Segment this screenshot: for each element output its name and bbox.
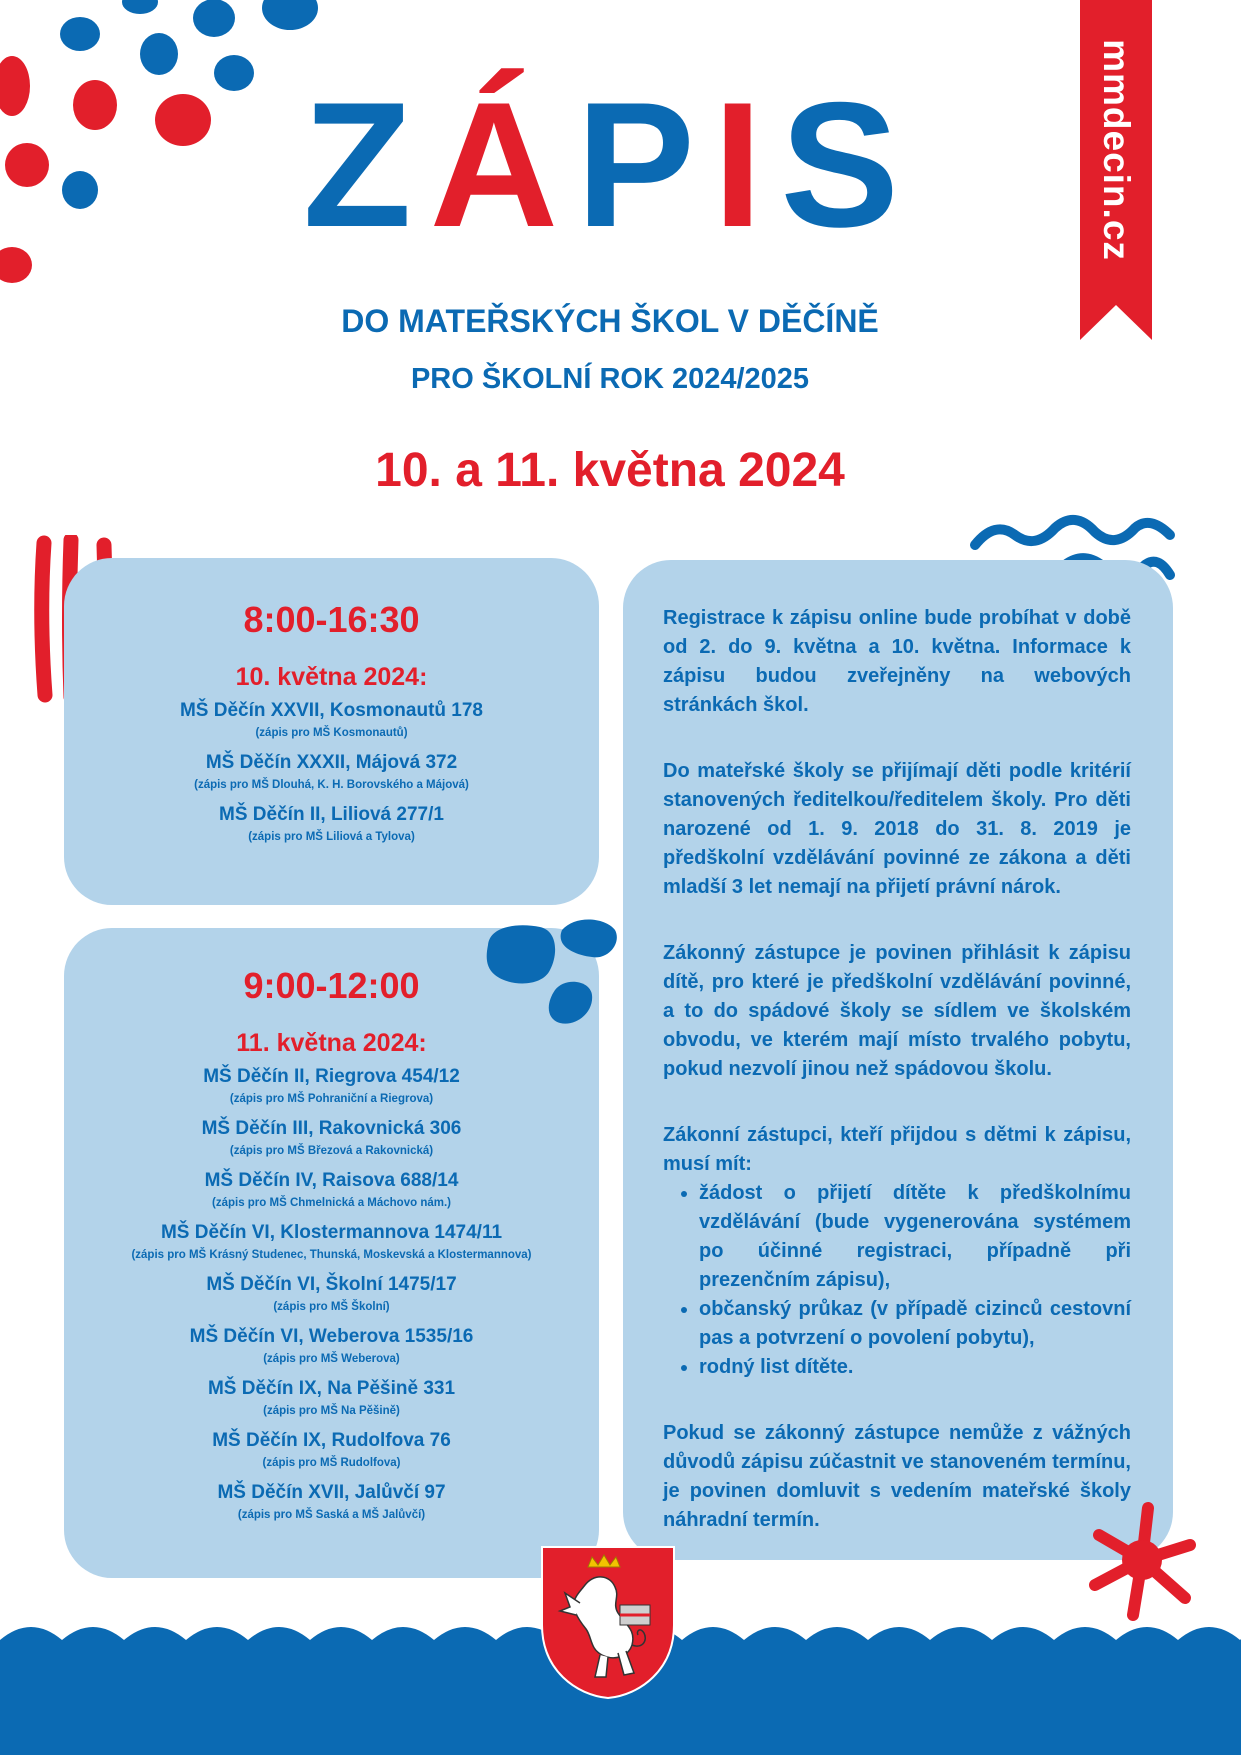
decorative-blobs: [480, 915, 620, 1035]
schedule-box-may-10: [64, 558, 599, 905]
school-name: MŠ Děčín VI, Weberova 1535/16: [189, 1326, 474, 1347]
day-label: 10. května 2024:: [235, 663, 428, 691]
info-text: [663, 604, 1131, 1572]
subtitle-school-year: PRO ŠKOLNÍ ROK 2024/2025: [410, 363, 810, 395]
school-name: MŠ Děčín IX, Rudolfova 76: [212, 1430, 451, 1451]
info-requirements-intro: Zákonní zástupci, kteří přijdou s dětmi k zápisu, musí mít:: [663, 1124, 1131, 1175]
title-letter: S: [780, 65, 918, 264]
info-registration: Registrace k zápisu online bude probíhat v době od 2. do 9. května a 10. května. Informace k zápisu budou zveřejněny na webových stránkách škol.: [663, 607, 1131, 716]
school-note: (zápis pro MŠ Weberova): [263, 1353, 400, 1365]
requirement-item: • občanský průkaz (v případě cizinců cestovní pas a potvrzení o povolení pobytu),: [699, 1295, 1131, 1353]
school-note: (zápis pro MŠ Březová a Rakovnická): [229, 1145, 434, 1157]
school-note: (zápis pro MŠ Dlouhá, K. H. Borovského a Májová): [194, 779, 469, 791]
decorative-star: [1085, 1500, 1200, 1625]
time-range: 8:00-16:30: [243, 599, 420, 640]
title-letter: I: [712, 65, 781, 264]
title-letter: Z: [302, 65, 430, 264]
info-alternate-date: Pokud se zákonný zástupce nemůže z vážných důvodů zápisu zúčastnit ve stanoveném termínu, je povinen domluvit s vedením mateřské školy náhradní termín.: [663, 1422, 1131, 1531]
school-note: (zápis pro MŠ Školní): [273, 1301, 390, 1313]
subtitle-schools: DO MATEŘSKÝCH ŠKOL V DĚČÍNĚ: [341, 303, 879, 339]
enrollment-date: 10. a 11. května 2024: [375, 444, 845, 497]
school-name: MŠ Děčín IX, Na Pěšině 331: [207, 1378, 456, 1399]
city-crest-icon: [540, 1545, 676, 1700]
school-name: MŠ Děčín VI, Školní 1475/17: [206, 1274, 457, 1295]
requirements-list: [663, 1179, 1131, 1382]
school-note: (zápis pro MŠ Liliová a Tylova): [248, 831, 415, 843]
info-criteria: Do mateřské školy se přijímají děti podle kritérií stanovených ředitelkou/ředitelem školy. Pro děti narozené od 1. 9. 2018 do 31. 8. 2019 je předškolní vzdělávání povinné ze zákona a děti mladší 3 let nemají na přijetí právní nárok.: [663, 760, 1131, 898]
school-name: MŠ Děčín XXXII, Májová 372: [205, 752, 458, 773]
title-letter: Á: [429, 65, 577, 264]
school-note: (zápis pro MŠ Chmelnická a Máchovo nám.): [212, 1197, 451, 1209]
school-note: (zápis pro MŠ Na Pěšině): [263, 1405, 400, 1417]
school-name: MŠ Děčín III, Rakovnická 306: [201, 1118, 462, 1139]
website-label: mmdecin.cz: [1096, 39, 1138, 261]
school-name: MŠ Děčín XXVII, Kosmonautů 178: [179, 700, 484, 721]
requirement-item: • žádost o přijetí dítěte k předškolnímu vzdělávání (bude vygenerována systémem po účinné registraci, případně při prezenčním zápisu),: [699, 1179, 1131, 1295]
requirement-item: • rodný list dítěte.: [699, 1353, 1131, 1382]
school-name: MŠ Děčín II, Riegrova 454/12: [203, 1066, 460, 1087]
school-name: MŠ Děčín II, Liliová 277/1: [219, 804, 444, 825]
day-label: 11. května 2024:: [236, 1029, 427, 1057]
title-letter: P: [576, 65, 713, 264]
school-note: (zápis pro MŠ Saská a MŠ Jalůvčí): [237, 1509, 426, 1521]
school-list: [64, 698, 599, 846]
school-name: MŠ Děčín IV, Raisova 688/14: [204, 1170, 459, 1191]
page-title: [0, 65, 1220, 264]
info-box: [623, 560, 1173, 1560]
school-note: (zápis pro MŠ Kosmonautů): [255, 727, 408, 739]
school-name: MŠ Děčín XVII, Jalůvčí 97: [217, 1482, 446, 1503]
info-obligation: Zákonný zástupce je povinen přihlásit k zápisu dítě, pro které je předškolní vzdělávání povinné, a to do spádové školy se sídlem ve školském obvodu, ve kterém mají místo trvalého pobytu, pokud nezvolí jinou než spádovou školu.: [663, 942, 1131, 1080]
school-note: (zápis pro MŠ Krásný Studenec, Thunská, Moskevská a Klostermannova): [131, 1249, 532, 1261]
school-note: (zápis pro MŠ Rudolfova): [262, 1457, 401, 1469]
school-list: [64, 1064, 599, 1524]
school-note: (zápis pro MŠ Pohraniční a Riegrova): [229, 1093, 434, 1105]
school-name: MŠ Děčín VI, Klostermannova 1474/11: [160, 1222, 503, 1243]
time-range: 9:00-12:00: [243, 965, 420, 1006]
